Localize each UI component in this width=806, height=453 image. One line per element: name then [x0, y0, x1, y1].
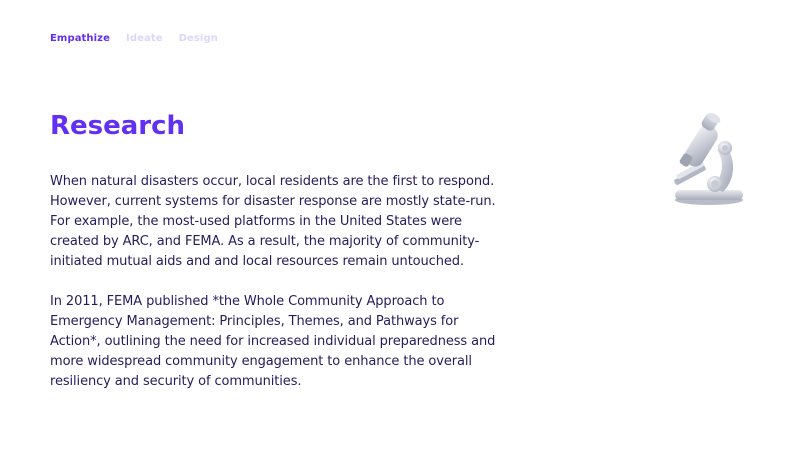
page-title: Research	[50, 111, 186, 141]
paragraph-intro: When natural disasters occur, local residents are the first to respond. However, current systems for disaster response are mostly state-run. For example, the most-used platforms in the United States were created by ARC, and FEMA. As a result, the majority of community-initiated mutual aids and and local resources remain untouched.	[50, 174, 496, 269]
step-tabs	[50, 33, 218, 44]
paragraph-fema: In 2011, FEMA published *the Whole Community Approach to Emergency Management: Principles, Themes, and Pathways for Action*, outlining the need for increased individual preparedness and more widespread community engagement to enhance the overall resiliency and security of communities.	[50, 294, 496, 389]
tab-design[interactable]: Design	[178, 33, 218, 44]
research-body	[50, 172, 510, 412]
microscope-icon	[665, 110, 750, 210]
tab-ideate[interactable]: Ideate	[126, 33, 163, 44]
tab-empathize[interactable]: Empathize	[50, 33, 110, 44]
